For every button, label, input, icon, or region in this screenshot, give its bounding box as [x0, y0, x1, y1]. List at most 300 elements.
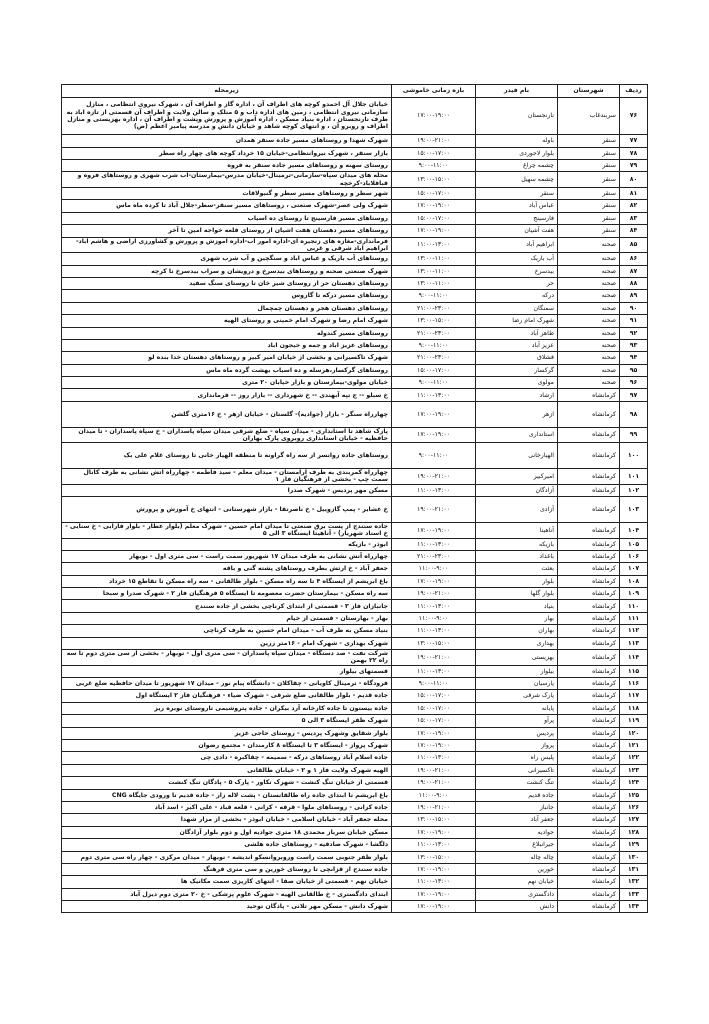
cell-row-number: ۱۲۸ — [620, 826, 648, 838]
cell-time: ۱۳:۰۰-۱۱:۰۰ — [392, 265, 476, 277]
cell-row-number: ۱۳۲ — [620, 876, 648, 888]
cell-city: کرمانشاه — [558, 637, 620, 649]
cell-city: کرمانشاه — [558, 740, 620, 752]
cell-city: کرمانشاه — [558, 588, 620, 600]
cell-city: سنقر — [558, 147, 620, 159]
header-row-number: ردیف — [620, 85, 648, 98]
table-row — [62, 863, 648, 875]
cell-areas: خیابان مولوی-بیمارستان و بازار خیابان ۲۰ متری — [62, 377, 392, 389]
table-row — [62, 727, 648, 739]
table-row — [62, 364, 648, 376]
cell-time: ۹:۰۰-۱۱:۰۰ — [392, 443, 476, 469]
cell-row-number: ۸۵ — [620, 237, 648, 253]
table-row — [62, 469, 648, 485]
cell-time: ۲۱:۰۰-۲۳:۰۰ — [392, 302, 476, 314]
cell-row-number: ۱۱۷ — [620, 690, 648, 702]
cell-feeder: حر — [476, 277, 558, 289]
cell-areas: شهرک امام رضا و شهرک امام خمینی و روستای الهیه — [62, 315, 392, 327]
cell-city: سنقر — [558, 159, 620, 171]
cell-row-number: ۱۱۵ — [620, 665, 648, 677]
table-row — [62, 159, 648, 171]
cell-feeder: بیدسرخ — [476, 265, 558, 277]
cell-areas: چهارراه سنگر - بازار (جوادیه)- گلستان - خیابان ازهر - خ ۱۶متری گلشن — [62, 401, 392, 427]
cell-city: صحنه — [558, 352, 620, 364]
table-body — [62, 98, 648, 913]
cell-row-number: ۸۲ — [620, 200, 648, 212]
cell-feeder: آناهیتا — [476, 522, 558, 538]
cell-row-number: ۹۹ — [620, 427, 648, 443]
table-row — [62, 443, 648, 469]
cell-city: صحنه — [558, 237, 620, 253]
cell-city: کرمانشاه — [558, 901, 620, 913]
cell-areas: شهرک ولی عصر-شهرک صنعتی ، روستاهای مسیر سنقر-سطر-جلال آباد تا کرده ماه ماس — [62, 200, 392, 212]
cell-areas: مسکن مهر پردیس - شهرک صدرا — [62, 484, 392, 496]
table-row — [62, 888, 648, 900]
table-row — [62, 315, 648, 327]
cell-feeder: چشمه سهیل — [476, 172, 558, 188]
cell-feeder: باغداد — [476, 550, 558, 562]
cell-city: سربندغاب — [558, 98, 620, 135]
table-row — [62, 876, 648, 888]
cell-areas: جاده بیستون تا جاده کارخانه آرد بیکران - جاده پتروشیمی تاروستای نوبره ریز — [62, 702, 392, 714]
cell-areas: جعفر آباد - خ ارتش بطرف روستاهای پشته گنی و باقه — [62, 563, 392, 575]
cell-city: کرمانشاه — [558, 389, 620, 401]
cell-row-number: ۱۰۴ — [620, 522, 648, 538]
cell-time: ۱۱:۰۰-۱۳:۰۰ — [392, 237, 476, 253]
table-row — [62, 612, 648, 624]
cell-feeder: پرآو — [476, 715, 558, 727]
cell-time: ۱۳:۰۰-۱۱:۰۰ — [392, 253, 476, 265]
cell-city: کرمانشاه — [558, 538, 620, 550]
table-row — [62, 538, 648, 550]
cell-time: ۱۹:۰۰-۲۱:۰۰ — [392, 650, 476, 666]
cell-feeder: استانداری — [476, 427, 558, 443]
table-row — [62, 212, 648, 224]
cell-time: ۱۵:۰۰-۱۷:۰۰ — [392, 690, 476, 702]
cell-areas: شهرک دانش - مسکن مهر تلانی - پادگان توحید — [62, 901, 392, 913]
cell-areas: روستاهای آب باریک و عباس اباد و سنگچین و آب شرب شهری — [62, 253, 392, 265]
table-row — [62, 237, 648, 253]
cell-feeder: ازهر — [476, 401, 558, 427]
table-row — [62, 187, 648, 199]
table-row — [62, 225, 648, 237]
table-row — [62, 200, 648, 212]
cell-row-number: ۱۱۲ — [620, 625, 648, 637]
cell-time: ۹:۰۰-۱۱:۰۰ — [392, 159, 476, 171]
cell-areas: روستاهای دهستان هجر و دهستان چمچمال — [62, 302, 392, 314]
cell-row-number: ۱۰۸ — [620, 575, 648, 587]
cell-areas: باغ ابریشم تا ابتدای جاده راه طالقانستان - پشت لاله زار - جاده قدیم تا ورودی جایگاه CNG — [62, 789, 392, 801]
cell-time: ۱۱:۰۰-۱۳:۰۰ — [392, 389, 476, 401]
cell-areas: فرودگاه - ترمینال کاویانی - چقاکلان - دانشگاه پیام نور - میدان ۱۷ شهریور تا میدان حافظیه ضلع غربی — [62, 678, 392, 690]
table-row — [62, 135, 648, 147]
cell-row-number: ۷۹ — [620, 159, 648, 171]
cell-areas: بهار - بهارستان - قسمتی از خیام — [62, 612, 392, 624]
table-row — [62, 550, 648, 562]
cell-city: کرمانشاه — [558, 650, 620, 666]
cell-feeder: شهرک امام رضا — [476, 315, 558, 327]
cell-time: ۲۱:۰۰-۲۳:۰۰ — [392, 327, 476, 339]
table-row — [62, 98, 648, 135]
cell-row-number: ۸۷ — [620, 265, 648, 277]
cell-city: کرمانشاه — [558, 443, 620, 469]
cell-row-number: ۱۰۶ — [620, 550, 648, 562]
cell-areas: خ عشایر - پمپ گازوییل - خ ناصرتقا - بازار شهرستانی - انتهای خ آموزش و پرورش — [62, 497, 392, 523]
cell-feeder: بهاران — [476, 625, 558, 637]
cell-city: کرمانشاه — [558, 678, 620, 690]
cell-city: کرمانشاه — [558, 522, 620, 538]
cell-row-number: ۹۵ — [620, 364, 648, 376]
cell-areas: قسمتی از خیابان تنگ کنشت - شهرک تکاور - پارک ۵ - پادگان تنگ کنشت — [62, 777, 392, 789]
cell-row-number: ۷۸ — [620, 147, 648, 159]
cell-time: ۱۷:۰۰-۱۹:۰۰ — [392, 522, 476, 538]
cell-time: ۱۵:۰۰-۱۷:۰۰ — [392, 364, 476, 376]
cell-row-number: ۹۳ — [620, 339, 648, 351]
cell-city: کرمانشاه — [558, 851, 620, 863]
cell-city: کرمانشاه — [558, 563, 620, 575]
cell-feeder: بیلوار — [476, 665, 558, 677]
cell-row-number: ۷۷ — [620, 135, 648, 147]
cell-city: کرمانشاه — [558, 727, 620, 739]
table-row — [62, 839, 648, 851]
cell-city: کرمانشاه — [558, 625, 620, 637]
cell-row-number: ۱۰۰ — [620, 443, 648, 469]
cell-areas: شهرک صنعتی صحنه و روستاهای بیدسرخ و درویشان و سراب بیدسرخ تا کرچه — [62, 265, 392, 277]
cell-city: کرمانشاه — [558, 612, 620, 624]
cell-time: ۱۹:۰۰-۲۱:۰۰ — [392, 764, 476, 776]
cell-areas: الهیه شهرک ولایت فاز ۱ و ۲ - خیابان طالقانی — [62, 764, 392, 776]
cell-areas: ابوذر - بازیکه — [62, 538, 392, 550]
cell-areas: فرمانداری-مغازه های زنجیره ای-اداره امور آب-اداره آموزش و پرورش و کشاورزی اراضی و هاشم آباد-ابراهیم اباد شرقی و غربی — [62, 237, 392, 253]
cell-city: سنقر — [558, 187, 620, 199]
table-row — [62, 678, 648, 690]
cell-city: سنقر — [558, 135, 620, 147]
cell-feeder: پایانه — [476, 702, 558, 714]
cell-feeder: جیرانبلاغ — [476, 839, 558, 851]
cell-areas: جاده سنندج از قزانچی تا روستای خورین و سی متری فرهنگ — [62, 863, 392, 875]
cell-row-number: ۸۸ — [620, 277, 648, 289]
cell-time: ۱۹:۰۰-۲۱:۰۰ — [392, 588, 476, 600]
cell-time: ۱۷:۰۰-۱۹:۰۰ — [392, 200, 476, 212]
cell-row-number: ۱۲۵ — [620, 789, 648, 801]
table-row — [62, 650, 648, 666]
table-row — [62, 339, 648, 351]
cell-city: صحنه — [558, 315, 620, 327]
cell-city: کرمانشاه — [558, 814, 620, 826]
cell-areas: جانبازان فاز ۳ - قسمتی از ابتدای کرناچی بخشی از جاده سنندج — [62, 600, 392, 612]
cell-row-number: ۸۰ — [620, 172, 648, 188]
cell-city: کرمانشاه — [558, 550, 620, 562]
cell-feeder: ابراهیم آباد — [476, 237, 558, 253]
cell-areas: جاده اسلام آباد روستاهای درکه - سمیمه - چقاکبره - دادی چی — [62, 752, 392, 764]
cell-feeder: طاهر آباد — [476, 327, 558, 339]
cell-city: سنقر — [558, 225, 620, 237]
cell-areas: چهارراه آتش نشانی به طرف میدان ۱۷ شهریور سمت راست - سی متری اول - نوبهار — [62, 550, 392, 562]
cell-feeder: مولوی — [476, 377, 558, 389]
cell-areas: شهرک پرواز - ایستگاه ۳ تا ایستگاه ۸ کارمندان - مجتمع رضوان — [62, 740, 392, 752]
cell-time: ۱۱:۰۰-۱۳:۰۰ — [392, 625, 476, 637]
table-row — [62, 637, 648, 649]
cell-row-number: ۸۱ — [620, 187, 648, 199]
cell-feeder: امیرکبیر — [476, 469, 558, 485]
cell-areas: جاده کرانی - روستاهای ملوا - قرقه - کرانی - قلعه قباد - علی اکبر - اسد آباد — [62, 801, 392, 813]
cell-city: کرمانشاه — [558, 826, 620, 838]
cell-row-number: ۱۱۴ — [620, 650, 648, 666]
cell-city: کرمانشاه — [558, 839, 620, 851]
cell-feeder: آب باریک — [476, 253, 558, 265]
cell-city: صحنه — [558, 277, 620, 289]
cell-row-number: ۱۰۱ — [620, 469, 648, 485]
cell-time: ۱۱:۰۰-۱۳:۰۰ — [392, 752, 476, 764]
cell-city: صحنه — [558, 265, 620, 277]
cell-row-number: ۸۳ — [620, 212, 648, 224]
cell-row-number: ۹۴ — [620, 352, 648, 364]
cell-time: ۱۱:۰۰-۱۳:۰۰ — [392, 839, 476, 851]
cell-time: ۱۷:۰۰-۱۹:۰۰ — [392, 740, 476, 752]
cell-time: ۱۵:۰۰-۱۷:۰۰ — [392, 702, 476, 714]
cell-city: صحنه — [558, 364, 620, 376]
table-row — [62, 377, 648, 389]
cell-row-number: ۱۰۷ — [620, 563, 648, 575]
table-row — [62, 522, 648, 538]
cell-areas: شهرک شهدا و روستاهای مسیر جاده سنقر همدان — [62, 135, 392, 147]
cell-city: کرمانشاه — [558, 888, 620, 900]
table-row — [62, 265, 648, 277]
cell-time: ۱۷:۰۰-۱۹:۰۰ — [392, 888, 476, 900]
cell-feeder: فارسینج — [476, 212, 558, 224]
outage-schedule-sheet — [62, 84, 648, 913]
cell-city: سنقر — [558, 212, 620, 224]
cell-row-number: ۱۳۳ — [620, 888, 648, 900]
cell-city: کرمانشاه — [558, 752, 620, 764]
cell-time: ۱۱:۰۰-۹:۰۰ — [392, 789, 476, 801]
table-row — [62, 427, 648, 443]
cell-row-number: ۱۱۸ — [620, 702, 648, 714]
header-time: بازه زمانی خاموشی — [392, 85, 476, 98]
cell-time: ۱۹:۰۰-۲۱:۰۰ — [392, 135, 476, 147]
cell-city: سنقر — [558, 172, 620, 188]
cell-areas: شهر سطر و روستاهای مسیر سطر و گنبولاقات — [62, 187, 392, 199]
table-row — [62, 563, 648, 575]
cell-city: کرمانشاه — [558, 863, 620, 875]
cell-areas: روستاهای جاده روانسر از سه راه گراونه تا منطقه الهیار خانی تا روستای غلام علی بک — [62, 443, 392, 469]
cell-time: ۱۱:۰۰-۹:۰۰ — [392, 612, 476, 624]
cell-city: صحنه — [558, 327, 620, 339]
cell-areas: ابتدای دادگستری - خ طالقانی الهیه - شهرک علوم پزشکی - خ ۲۰ متری دوم دیزل آباد — [62, 888, 392, 900]
cell-areas: بنیاد مسکن به طرف آب - میدان امام حسین به طرف کرناچی — [62, 625, 392, 637]
cell-time: ۱۵:۰۰-۱۷:۰۰ — [392, 147, 476, 159]
cell-time: ۱۷:۰۰-۱۹:۰۰ — [392, 427, 476, 443]
cell-time: ۱۷:۰۰-۱۹:۰۰ — [392, 401, 476, 427]
table-row — [62, 588, 648, 600]
cell-row-number: ۸۹ — [620, 290, 648, 302]
cell-areas: روستاهای عزیز اباد و جمه و خیجون اباد — [62, 339, 392, 351]
cell-time: ۱۹:۰۰-۲۱:۰۰ — [392, 801, 476, 813]
cell-areas: شهرک بهداری - شهرک امام - ۱۶متر زرین — [62, 637, 392, 649]
cell-areas: پارک شاهد تا استانداری - میدان سپاه - ضلع شرقی میدان سپاه پاسداران - خ سپاه پاسداران - تا میدان حافظیه - خیابان استانداری روبروی پارک بهاران — [62, 427, 392, 443]
cell-areas: شهرک تاکسیرانی و بخشی از خیابان امیر کبیر و روستاهای دهستان خدا بنده لو — [62, 352, 392, 364]
cell-areas: قسمتهای بیلوار — [62, 665, 392, 677]
cell-feeder: بهداری — [476, 637, 558, 649]
table-row — [62, 575, 648, 587]
cell-city: صحنه — [558, 339, 620, 351]
cell-time: ۱۷:۰۰-۱۹:۰۰ — [392, 98, 476, 135]
cell-feeder: هفت آشیان — [476, 225, 558, 237]
cell-time: ۱۳:۰۰-۱۵:۰۰ — [392, 637, 476, 649]
cell-city: کرمانشاه — [558, 469, 620, 485]
table-row — [62, 764, 648, 776]
table-row — [62, 327, 648, 339]
cell-areas: بلوار ظفر جنوبی سمت راست وروبروانسکو اندیشه - نوبهار - میدان مرکزی - چهار راه سی متری دوم — [62, 851, 392, 863]
cell-feeder: سنقر — [476, 187, 558, 199]
table-row — [62, 625, 648, 637]
table-row — [62, 814, 648, 826]
cell-row-number: ۹۰ — [620, 302, 648, 314]
cell-time: ۹:۰۰-۱۱:۰۰ — [392, 339, 476, 351]
table-row — [62, 777, 648, 789]
cell-feeder: دادگستری — [476, 888, 558, 900]
header-areas: زیرمحله — [62, 85, 392, 98]
cell-feeder: جاده قدیم — [476, 789, 558, 801]
cell-feeder: آزادی — [476, 497, 558, 523]
cell-row-number: ۱۰۳ — [620, 497, 648, 523]
cell-row-number: ۹۶ — [620, 377, 648, 389]
cell-feeder: خورین — [476, 863, 558, 875]
cell-row-number: ۱۳۴ — [620, 901, 648, 913]
table-row — [62, 172, 648, 188]
cell-areas: روستاهای گرکسار،هرسله و ده اسیاب بهشت گرده ماه ماس — [62, 364, 392, 376]
header-feeder: نام فیدر — [476, 85, 558, 98]
cell-areas: جاده سنندج از پست برق صنعتی تا میدان امام حسین - شهرک معلم (بلوار عطار - بلوار فارابی - خ سنایی - خ استاد شهریار) - آناهیتا ایستگاه ۳ الی ۵ — [62, 522, 392, 538]
cell-feeder: باوله — [476, 135, 558, 147]
cell-time: ۱۷:۰۰-۱۹:۰۰ — [392, 863, 476, 875]
cell-time: ۱۵:۰۰-۱۷:۰۰ — [392, 187, 476, 199]
table-row — [62, 352, 648, 364]
cell-feeder: پلیس راه — [476, 752, 558, 764]
cell-time: ۱۳:۰۰-۱۵:۰۰ — [392, 851, 476, 863]
cell-row-number: ۱۲۴ — [620, 777, 648, 789]
cell-feeder: دانش — [476, 901, 558, 913]
cell-time: ۱۱:۰۰-۱۳:۰۰ — [392, 538, 476, 550]
cell-areas: باغ ابریشم از ایستگاه ۴ تا سه راه مسکن - بلوار طالقانی - سه راه مسکن تا تقاطع ۱۵ خرداد — [62, 575, 392, 587]
cell-row-number: ۱۲۰ — [620, 727, 648, 739]
cell-row-number: ۱۲۹ — [620, 839, 648, 851]
cell-row-number: ۷۶ — [620, 98, 648, 135]
cell-time: ۱۷:۰۰-۱۹:۰۰ — [392, 901, 476, 913]
table-row — [62, 147, 648, 159]
cell-feeder: نارنجستان — [476, 98, 558, 135]
table-row — [62, 801, 648, 813]
cell-time: ۱۳:۰۰-۱۵:۰۰ — [392, 315, 476, 327]
table-row — [62, 665, 648, 677]
cell-areas: شهرک ظفر ایستگاه ۳ الی ۵ — [62, 715, 392, 727]
cell-row-number: ۱۱۰ — [620, 600, 648, 612]
cell-row-number: ۸۶ — [620, 253, 648, 265]
cell-city: کرمانشاه — [558, 715, 620, 727]
cell-feeder: بازیکه — [476, 538, 558, 550]
outage-schedule-table — [61, 84, 648, 913]
cell-areas: روستاهای دهستان حر از روستای شیر خان تا روستای سنگ سفید — [62, 277, 392, 289]
cell-city: کرمانشاه — [558, 690, 620, 702]
cell-row-number: ۱۱۱ — [620, 612, 648, 624]
cell-city: سنقر — [558, 200, 620, 212]
table-row — [62, 600, 648, 612]
cell-city: کرمانشاه — [558, 665, 620, 677]
cell-areas: خیابان نهم - قسمتی از خیابان صفا - انتهای کاریزی سمت مکانیک ها — [62, 876, 392, 888]
cell-time: ۱۱:۰۰-۱۳:۰۰ — [392, 484, 476, 496]
cell-row-number: ۱۰۹ — [620, 588, 648, 600]
cell-feeder: پارسیان — [476, 678, 558, 690]
table-row — [62, 715, 648, 727]
table-row — [62, 789, 648, 801]
cell-row-number: ۱۲۲ — [620, 752, 648, 764]
cell-feeder: ارشاد — [476, 389, 558, 401]
cell-areas: سه راه مسکن - بیمارستان حضرت معصومه تا ایستگاه ۵ فرهنگیان فاز ۲ - شهرک صدرا و سبحا — [62, 588, 392, 600]
cell-row-number: ۱۲۱ — [620, 740, 648, 752]
table-header-row — [62, 85, 648, 98]
cell-row-number: ۹۸ — [620, 401, 648, 427]
cell-time: ۱۷:۰۰-۱۹:۰۰ — [392, 826, 476, 838]
cell-time: ۱۹:۰۰-۲۱:۰۰ — [392, 777, 476, 789]
cell-time: ۱۳:۰۰-۱۵:۰۰ — [392, 172, 476, 188]
cell-time: ۱۱:۰۰-۱۳:۰۰ — [392, 876, 476, 888]
cell-city: صحنه — [558, 377, 620, 389]
header-city: شهرستان — [558, 85, 620, 98]
cell-feeder: چشمه چراغ — [476, 159, 558, 171]
cell-time: ۱۵:۰۰-۱۷:۰۰ — [392, 715, 476, 727]
cell-feeder: عباس آباد — [476, 200, 558, 212]
cell-areas: روستاهای مسیر دهستان هفت اشیان از روستای قلعه خواجه امین تا آخر — [62, 225, 392, 237]
cell-areas: بلوار شقایق وشهرک پردیس - روستای حاجی عزیز — [62, 727, 392, 739]
cell-city: کرمانشاه — [558, 876, 620, 888]
cell-row-number: ۹۲ — [620, 327, 648, 339]
cell-city: صحنه — [558, 253, 620, 265]
cell-time: ۱۱:۰۰-۱۳:۰۰ — [392, 600, 476, 612]
cell-feeder: پرواز — [476, 740, 558, 752]
cell-time: ۲۱:۰۰-۲۳:۰۰ — [392, 352, 476, 364]
cell-areas: روستاهای مسیر درکه تا گاروس — [62, 290, 392, 302]
cell-row-number: ۱۱۹ — [620, 715, 648, 727]
table-row — [62, 851, 648, 863]
cell-row-number: ۱۰۲ — [620, 484, 648, 496]
cell-areas: روستای سهنه و روستاهای مسیر جاده سنقر به فروه — [62, 159, 392, 171]
cell-time: ۹:۰۰-۱۱:۰۰ — [392, 377, 476, 389]
cell-feeder: خیابان نهم — [476, 876, 558, 888]
cell-row-number: ۱۲۷ — [620, 814, 648, 826]
table-row — [62, 702, 648, 714]
cell-time: ۱۳:۰۰-۱۱:۰۰ — [392, 277, 476, 289]
table-row — [62, 826, 648, 838]
cell-feeder: درکه — [476, 290, 558, 302]
cell-row-number: ۱۲۶ — [620, 801, 648, 813]
cell-areas: روستاهای مسیر فارسینج تا روستای ده اسیاب — [62, 212, 392, 224]
cell-feeder: بلوار لاجوردی — [476, 147, 558, 159]
cell-city: کرمانشاه — [558, 764, 620, 776]
cell-areas: شرکت نفت - صد دستگاه - میدان سپاه پاسداران - سی متری اول - نوبهار - بخشی از سی متری دوم تا سه راه ۲۲ بهمن — [62, 650, 392, 666]
cell-areas: محله جعفر آباد - خیابان اسلامی - خیابان ابوذر - بخشی از مزار شهدا — [62, 814, 392, 826]
cell-time: ۱۳:۰۰-۱۵:۰۰ — [392, 814, 476, 826]
table-row — [62, 277, 648, 289]
cell-row-number: ۹۷ — [620, 389, 648, 401]
cell-city: صحنه — [558, 302, 620, 314]
cell-city: صحنه — [558, 290, 620, 302]
cell-city: کرمانشاه — [558, 702, 620, 714]
cell-areas: چهارراه کمربندی به طرف آرامستان - میدان معلم - سید فاطمه - چهارراه آتش نشانی به طرف کانال سمت چپ - بخشی از فرهنگیان فاز ۱ — [62, 469, 392, 485]
table-row — [62, 740, 648, 752]
cell-areas: محله های میدان سپاه-سازمانی-ترمینال-خیابان مدرس-بیمارستان-آب شرب شهری و روستاهای فروه و قباقلاباد-کرخچه — [62, 172, 392, 188]
cell-areas: خیابان جلال آل احمدو کوچه های اطراف آن ، اداره گاز و اطراف آن ، شهرک نیروی انتظامی ، منازل سازمانی نیروی انتظامی ، زمین های اداره داب و ۵ منلک و سالن ولایت و اطراف آن قسمتی از تازه اباد به طرف نارنجستان ، اداره بنیاد مسکن ، اداره آموزش و پرورش وپشت و اطراف آن ، اداره بهزیستی و منازل اطراف و روبرو آن ، و انتهای کوچه شاهد و خیابان دانش و مدرسه پیامبر اعظم (ص) — [62, 98, 392, 135]
cell-city: کرمانشاه — [558, 789, 620, 801]
